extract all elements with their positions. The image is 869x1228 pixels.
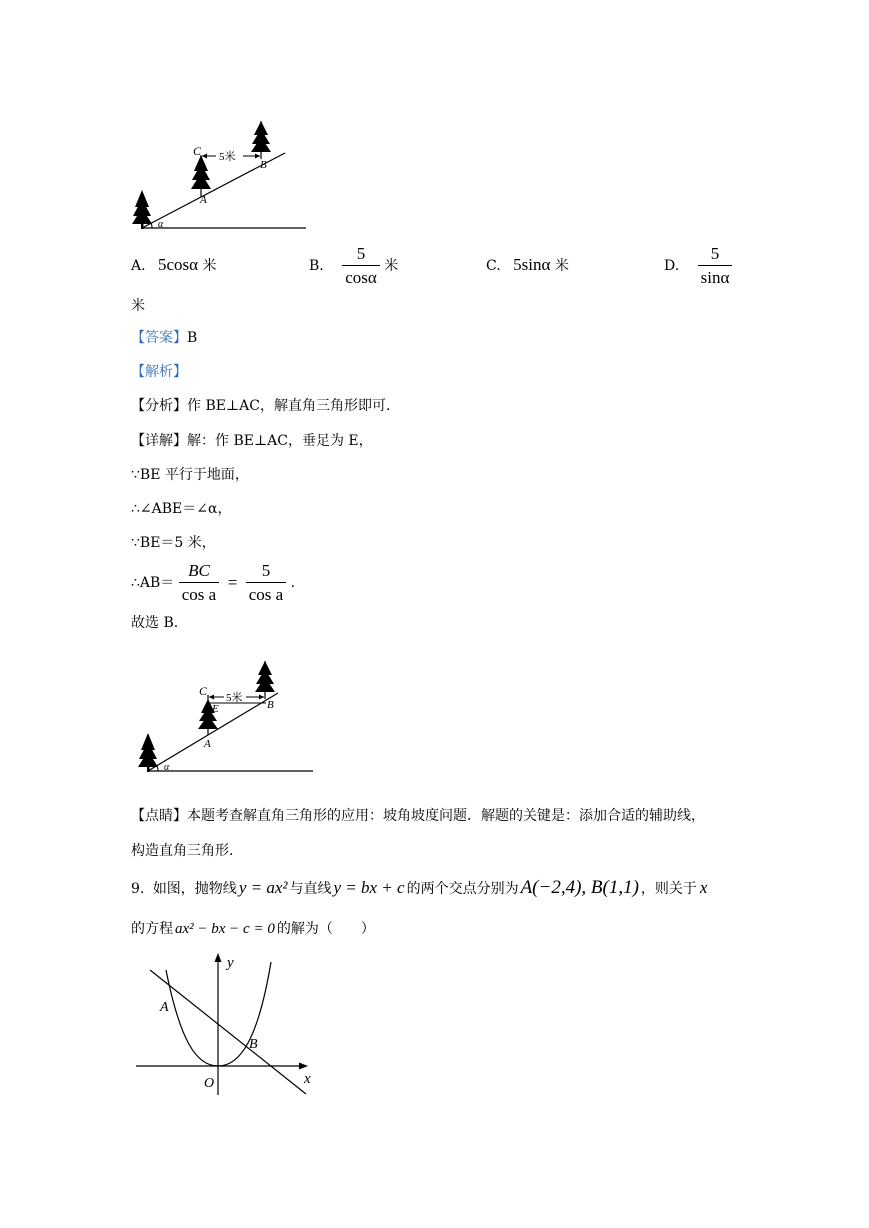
answer-value: B: [187, 330, 198, 346]
analysis-tag: 【解析】: [131, 364, 187, 380]
fraction-1-denominator: cos a: [181, 585, 217, 604]
q9-equation: ax² − bx − c = 0: [175, 921, 275, 937]
option-d: [664, 244, 732, 288]
tree-icon-origin: [132, 190, 152, 229]
question-9-line-1: [131, 878, 707, 899]
option-d-unit: 米: [131, 298, 145, 314]
parabola-line-figure: [130, 950, 325, 1100]
option-a-unit: 米: [202, 258, 217, 274]
xiangjie-line-5: [131, 561, 295, 605]
option-b-unit: 米: [384, 258, 399, 274]
y-axis-label: y: [227, 955, 234, 971]
q9-text-1: 如图，抛物线: [152, 881, 237, 897]
point-b-label: B: [249, 1037, 258, 1052]
angle-label: α: [164, 762, 170, 773]
tree-icon-b: [255, 661, 275, 699]
option-b-numerator: 5: [342, 244, 380, 266]
q9-points: A(−2,4), B(1,1): [520, 877, 639, 898]
fraction-2-denominator: cos a: [248, 585, 284, 604]
tree-icon-a: [191, 155, 211, 197]
option-d-denominator: sinα: [700, 268, 730, 287]
option-b-fraction: [342, 244, 380, 288]
slope-figure-2: [128, 655, 328, 780]
dianjing-line-2: 构造直角三角形.: [131, 843, 234, 859]
point-a-label: A: [160, 1000, 169, 1015]
option-a: [131, 255, 217, 276]
point-a-label: A: [200, 194, 207, 206]
straight-line: [150, 970, 306, 1094]
point-e-label: E: [212, 703, 219, 715]
option-d-fraction: [698, 244, 733, 288]
fraction-bc-over-cos: [179, 561, 219, 605]
distance-label: 5米: [226, 692, 243, 704]
distance-label: 5米: [219, 151, 236, 163]
option-c-unit: 米: [554, 258, 569, 274]
dianjing-line-1: 【点睛】本题考查解直角三角形的应用：坡角坡度问题．解题的关键是：添加合适的辅助线，: [131, 808, 705, 824]
fraction-5-over-cos: [246, 561, 286, 605]
q9-parabola-eq: y = ax²: [238, 878, 288, 897]
answer-tag: 【答案】: [131, 330, 187, 346]
question-9-line-2: [131, 919, 375, 939]
xiangjie-line-1: 【详解】解：作 BE⊥AC，垂足为 E，: [131, 433, 373, 449]
angle-label: α: [158, 219, 164, 230]
option-b-prefix: B.: [309, 258, 324, 274]
ab-equals-prefix: ∴AB＝: [131, 575, 175, 591]
q9-text-6: 的解为（ ）: [276, 921, 375, 937]
q9-text-5: 的方程: [131, 921, 173, 937]
fraction-2-numerator: 5: [246, 561, 286, 583]
xiangjie-line-4: ∵BE＝5 米，: [131, 535, 216, 551]
point-a-label: A: [204, 738, 211, 750]
q9-text-4: ，则关于: [640, 881, 697, 897]
option-b-denominator: cosα: [345, 268, 377, 287]
x-axis-label: x: [304, 1071, 311, 1087]
point-b-label: B: [260, 159, 267, 171]
point-b-label: B: [267, 699, 274, 711]
point-c-label: C: [193, 144, 202, 158]
xiangjie-line-2: ∵BE 平行于地面，: [131, 467, 249, 483]
equals-sign: =: [227, 573, 238, 592]
slope-figure-1: [128, 115, 328, 240]
option-a-math: 5cosα: [158, 255, 199, 274]
question-number: 9.: [131, 881, 145, 897]
fraction-1-numerator: BC: [179, 561, 219, 583]
q9-text-3: 的两个交点分别为: [406, 881, 519, 897]
q9-line-eq: y = bx + c: [333, 878, 405, 897]
fenxi-line: 【分析】作 BE⊥AC，解直角三角形即可.: [131, 398, 391, 414]
tree-icon-origin: [138, 733, 158, 772]
option-d-numerator: 5: [698, 244, 733, 266]
q9-var-x: x: [699, 878, 708, 897]
origin-label: O: [204, 1076, 215, 1091]
xiangjie-line-6: 故选 B.: [131, 615, 179, 631]
option-c: [486, 255, 569, 276]
answer-line: [131, 328, 197, 348]
tree-icon-b: [251, 121, 271, 159]
xiangjie-line-3: ∴∠ABE＝∠α，: [131, 501, 232, 517]
q9-text-2: 与直线: [289, 881, 332, 897]
tree-icon-a: [198, 695, 218, 735]
option-c-math: 5sinα: [513, 255, 551, 274]
line-5-period: .: [290, 575, 296, 591]
option-b: [309, 244, 398, 288]
option-c-prefix: C.: [486, 258, 501, 274]
point-c-label: C: [199, 684, 208, 698]
option-a-prefix: A.: [131, 258, 146, 274]
option-d-prefix: D.: [664, 258, 680, 274]
